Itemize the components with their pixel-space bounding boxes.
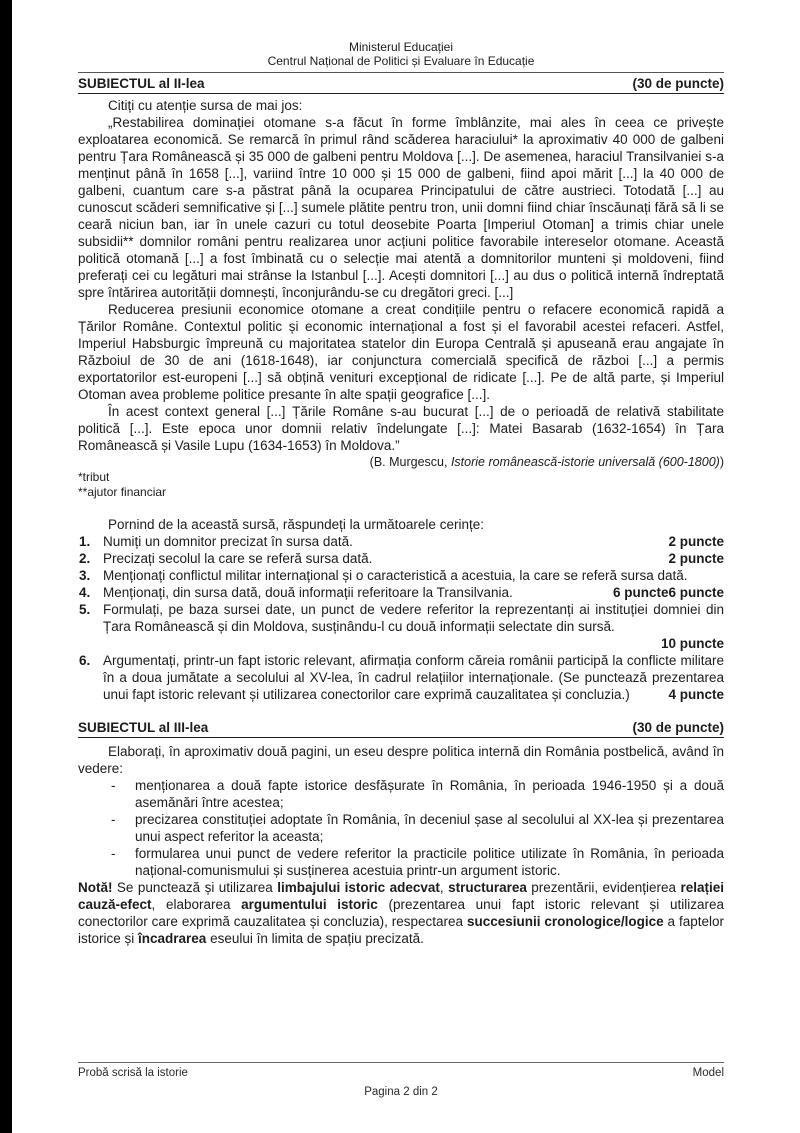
note-segment: , elaborarea [151,897,242,912]
task-item-1 [78,533,724,550]
task-text: Menționați, din sursa dată, două informații referitoare la Transilvania. [103,585,513,600]
task-number: 4. [79,585,91,600]
task-points: 4 puncte [668,687,724,702]
tasks-intro: Pornind de la această sursă, răspundeți la următoarele cerințe: [108,517,484,532]
note-segment: structurarea [448,880,527,895]
note-segment: (prezentarea unui fapt istoric relevant și utilizarea conectorilor care exprimă cauzalitatea și concluzia), respectarea [78,897,724,929]
scan-edge [0,0,12,1133]
subject3-points: (30 de puncte) [632,720,724,735]
subject2-title-row [78,73,724,94]
note-segment: relației cauză-efect [78,880,724,912]
note-segment: Se punctează și utilizarea [112,880,278,895]
page-footer [78,1062,724,1099]
note-segment: Notă! [78,880,113,895]
source-quote-paragraph-1: „Restabilirea dominației otomane s-a făcut în forme îmblânzite, mai ales în ceea ce privește exploatarea economică. Se remarcă în primul rând scăderea haraciului* la aproximativ 40 000 de galbeni pentru Țara Românească și 35 000 de galbeni pentru Moldova [...]. De asemenea, haraciul Transilvaniei s-a menținut până în 1658 [...], variind între 10 000 și 15 000 de galbeni, fiind apoi mărit [...] la 40 000 de galbeni, cuantum care s-a păstrat până la ocuparea Principatului de către austrieci. Totodată [...] au cunoscut scăderi semnificative și [...] sumele plătite pentru tron, unii domni fiind chiar înscăunați fără să li se ceară niciun ban, iar în unele cazuri cu totul deosebite Poarta [Imperiul Otoman] a trimis chiar unele subsidii** domnilor români pentru realizarea unor acțiuni politice favorabile intereselor otomane. Această politică otomană [...] a fost îmbinată cu o selecție mai atentă a domnitorilor munteni și moldoveni, fiind preferați cei cu legături mai strânse la Istanbul [...]. Acești domnitori [...] au dus o politică internă îndreptată spre întărirea autorității domnești, înconjurându-se cu dregători greci. [...] [78,115,724,300]
subject2-points: (30 de puncte) [632,76,724,91]
task-points: 2 puncte [668,534,724,549]
note-segment: a faptelor istorice și [78,914,724,946]
attribution-suffix: ) [719,455,724,469]
footer-page-number: Pagina 2 din 2 [364,1086,438,1098]
task-text: Formulați, pe baza sursei date, un punct de vedere referitor la reprezentanți ai instituției domniei din Țara Românească și din Moldova, susținându-l cu două informații selectate din sursă. [103,602,724,634]
source-attribution [78,454,724,470]
task-number: 1. [79,534,91,549]
task-text: Numiți un domnitor precizat în sursa dată. [103,534,353,549]
note-segment: prezentării, evidențierea [526,880,681,895]
ministry-line: Ministerul Educației [348,40,454,54]
bullet-dash: - [111,812,116,827]
task-text: Argumentați, printr-un fapt istoric relevant, afirmația conform căreia românii participă la conflicte militare în a doua jumătate a secolului al XV-lea, în cadrul relațiilor internaționale. (Se punctează prezentarea unui fapt istoric relevant și utilizarea conectorilor care exprimă cauzalitatea și concluzia.) [103,653,724,702]
requirement-item-2 [78,811,724,845]
task-item-6 [78,652,724,703]
note-segment: încadrarea [138,931,207,946]
note-segment: succesiunii cronologice/logice [466,914,664,929]
requirement-item-3 [78,845,724,879]
note-paragraph [78,879,724,947]
note-segment: limbajului istoric adecvat [277,880,440,895]
task-number: 6. [79,653,91,668]
attribution-book-title: Istorie românească-istorie universală (600-1800) [450,455,720,469]
task-item-5 [78,601,724,652]
subject3-intro: Elaborați, în aproximativ două pagini, un eseu despre politica internă din România postbelică, având în vedere: [78,744,724,776]
requirement-item-1 [78,777,724,811]
requirement-text: formularea unui punct de vedere referitor la practicile politice utilizate în România, în perioada național-comunismului și susținerea acestuia printr-un argument istoric. [135,846,724,878]
source-quote-paragraph-2: Reducerea presiunii economice otomane a creat condițiile pentru o refacere economică rapidă a Țărilor Române. Contextul politic și economic internațional a fost și el favorabil acestei refaceri. Astfel, Imperiul Habsburgic împreună cu majoritatea statelor din Europa Centrală și apuseană erau angajate în Războiul de 30 de ani (1618-1648), iar conjunctura comercială specifică de război [...] a permis exportatorilor est-europeni [...] să obțină venituri excepțional de ridicate [...]. Pe de altă parte, și Imperiul Otoman avea probleme politice presante în alte spații geografice [...]. [78,302,724,402]
task-text: Menționați conflictul militar internațional și o caracteristică a acestuia, la care se referă sursa dată. [103,568,688,583]
footnote-tribut: *tribut [78,470,110,484]
source-quote-paragraph-3: În acest context general [...] Țările Române s-au bucurat [...] de o perioadă de relativă stabilitate politică [...]. Este epoca unor domnii relativ îndelungate [...]: Matei Basarab (1632-1654) în Țara Românească și Vasile Lupu (1634-1653) în Moldova.” [78,404,724,453]
subject3-title: SUBIECTUL al III-lea [78,720,209,735]
footnote-ajutor-financiar: **ajutor financiar [78,485,167,499]
task-points: 6 puncte [668,585,724,600]
task-number: 2. [79,551,91,566]
center-line: Centrul Național de Politici și Evaluare în Educație [267,54,535,68]
note-segment: , [439,880,449,895]
requirement-text: precizarea constituției adoptate în România, în deceniul șase al secolului al XX-lea și prezentarea unui aspect referitor la aceasta; [135,812,724,844]
attribution-author: (B. Murgescu, [369,455,451,469]
footer-rule-row [78,1062,724,1080]
requirement-text: menționarea a două fapte istorice desfășurate în România, în perioada 1946-1950 și a două asemănări între acestea; [135,778,724,810]
task-points: 2 puncte [668,551,724,566]
task-number: 3. [79,568,91,583]
exam-page [78,40,724,947]
task-number: 5. [79,602,91,617]
task-item-4 [78,584,724,601]
bullet-dash: - [111,846,116,861]
bullet-dash: - [111,778,116,793]
footer-exam-name: Probă scrisă la istorie [78,1067,188,1079]
task-item-2 [78,550,724,567]
footer-model-label: Model [692,1067,724,1079]
subject3-title-row [78,717,724,738]
task-list [78,533,724,703]
document-header [78,40,724,73]
subject2-intro: Citiți cu atenție sursa de mai jos: [108,98,303,113]
task-text: Precizați secolul la care se referă sursa dată. [103,551,373,566]
task-points: 6 puncte [612,585,669,600]
note-segment: eseului în limita de spațiu precizată. [206,931,424,946]
note-segment: argumentului istoric [241,897,378,912]
subject2-title: SUBIECTUL al II-lea [78,76,205,91]
task-points: 10 puncte [660,636,724,651]
essay-requirements [78,777,724,879]
